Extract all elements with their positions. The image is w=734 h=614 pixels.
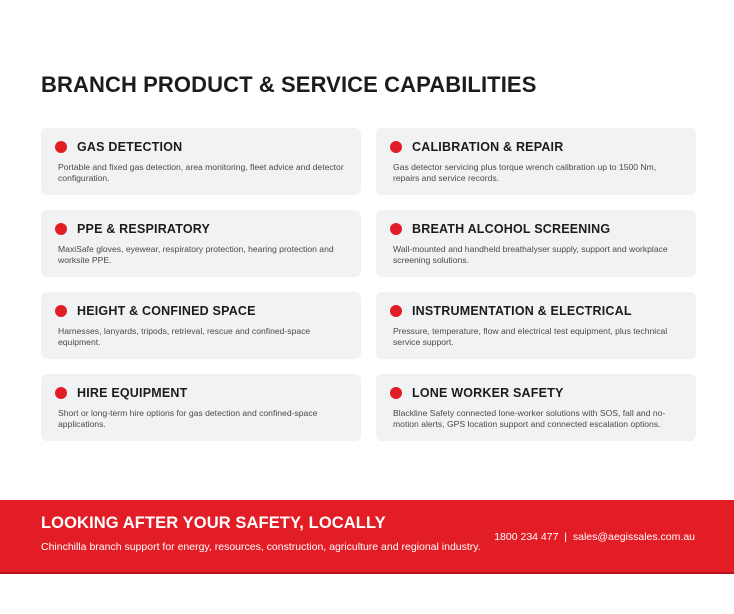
capability-card-calibration-repair — [376, 128, 696, 195]
capability-title: GAS DETECTION — [77, 140, 183, 154]
capability-card-ppe-respiratory — [41, 210, 361, 277]
capability-description: Portable and fixed gas detection, area monitoring, fleet advice and detector configuration. — [58, 162, 344, 183]
capability-title: LONE WORKER SAFETY — [412, 386, 564, 400]
capability-description: Pressure, temperature, flow and electrical test equipment, plus technical service support. — [393, 326, 668, 347]
capability-card-lone-worker-safety — [376, 374, 696, 441]
bullet-dot-icon — [390, 305, 402, 317]
footer-banner — [0, 500, 734, 574]
capability-description: Short or long-term hire options for gas detection and confined-space applications. — [58, 408, 318, 429]
footer-contact — [494, 531, 695, 543]
page-title: BRANCH PRODUCT & SERVICE CAPABILITIES — [41, 72, 537, 97]
capability-title: HEIGHT & CONFINED SPACE — [77, 304, 256, 318]
capability-card-instrumentation-electrical — [376, 292, 696, 359]
contact-email[interactable]: sales@aegissales.com.au — [572, 531, 695, 543]
contact-phone[interactable]: 1800 234 477 — [494, 531, 559, 543]
capability-title: HIRE EQUIPMENT — [77, 386, 188, 400]
capability-description: Blackline Safety connected lone-worker solutions with SOS, fall and no-motion alerts, GPS location support and connected escalation options. — [393, 408, 666, 429]
capability-card-gas-detection — [41, 128, 361, 195]
capability-description: Harnesses, lanyards, tripods, retrieval, rescue and confined-space equipment. — [58, 326, 311, 347]
contact-separator: | — [564, 531, 568, 543]
bullet-dot-icon — [55, 223, 67, 235]
capability-card-hire-equipment — [41, 374, 361, 441]
bullet-dot-icon — [390, 223, 402, 235]
bullet-dot-icon — [55, 305, 67, 317]
capability-title: INSTRUMENTATION & ELECTRICAL — [412, 304, 632, 318]
footer-subtitle: Chinchilla branch support for energy, resources, construction, agriculture and regional industry. — [41, 541, 481, 553]
footer-title: LOOKING AFTER YOUR SAFETY, LOCALLY — [41, 514, 386, 532]
capability-description: Gas detector servicing plus torque wrench calibration up to 1500 Nm, repairs and service records. — [393, 162, 657, 183]
capability-title: CALIBRATION & REPAIR — [412, 140, 564, 154]
capability-card-height-confined-space — [41, 292, 361, 359]
bullet-dot-icon — [390, 141, 402, 153]
capability-card-breath-alcohol — [376, 210, 696, 277]
capability-title: BREATH ALCOHOL SCREENING — [412, 222, 611, 236]
capability-description: Wall-mounted and handheld breathalyser supply, support and workplace screening solutions. — [393, 244, 668, 265]
capabilities-grid — [41, 128, 696, 441]
bullet-dot-icon — [390, 387, 402, 399]
bullet-dot-icon — [55, 141, 67, 153]
capability-description: MaxiSafe gloves, eyewear, respiratory protection, hearing protection and worksite PPE. — [58, 244, 334, 265]
capability-title: PPE & RESPIRATORY — [77, 222, 211, 236]
bullet-dot-icon — [55, 387, 67, 399]
